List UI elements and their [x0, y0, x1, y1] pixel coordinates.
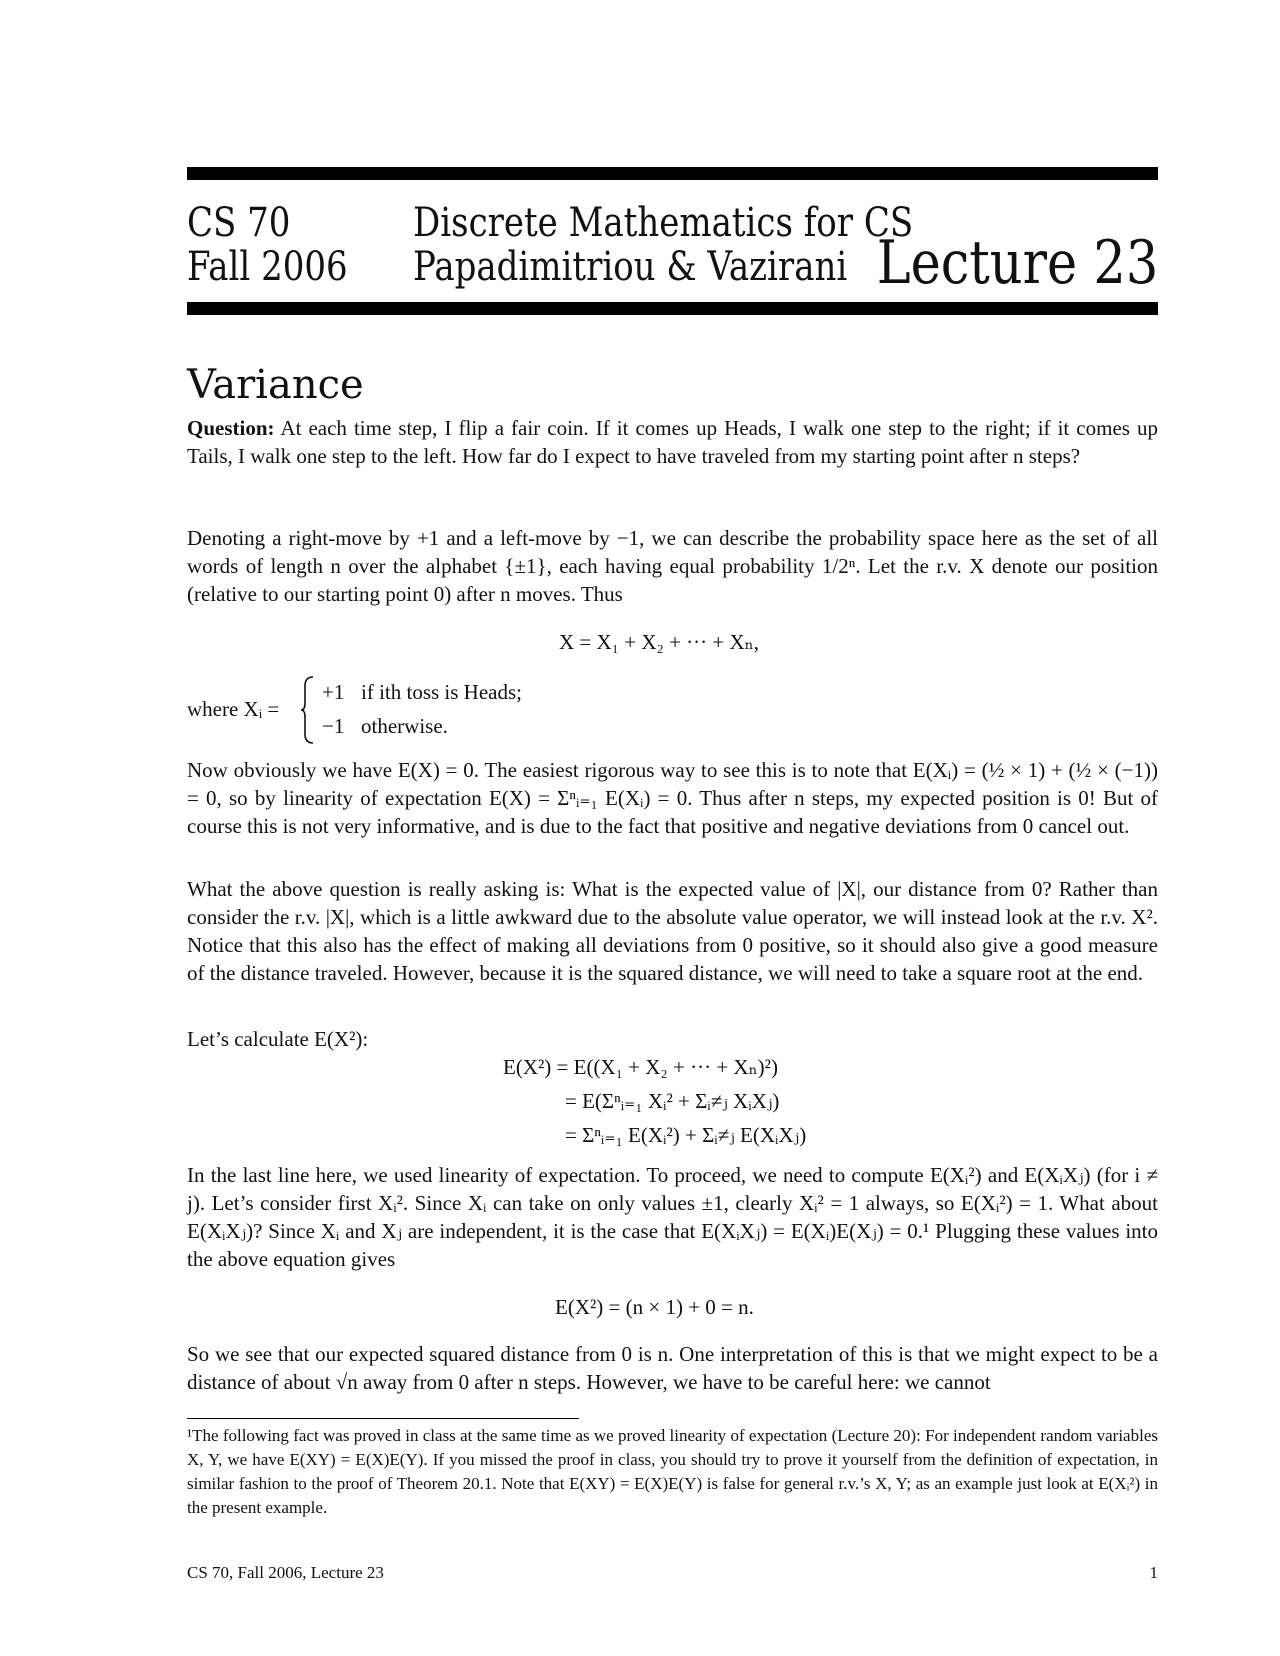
- question-label: Question:: [187, 416, 275, 440]
- footnote-rule: [187, 1418, 579, 1419]
- course-code: CS 70: [187, 200, 291, 246]
- distance-paragraph: What the above question is really asking is: What is the expected value of |X|, our distance from 0? Rather than consider the r.v. |X|, which is a little awkward due to the absolute value operator, we will instead look at the r.v. X². Notice that this also has the effect of making all deviations from 0 positive, so it should also give a good measure of the distance traveled. However, because it is the squared distance, we will need to take a square root at the end.: [187, 877, 1158, 985]
- header-top-rule: [187, 167, 1158, 180]
- course-term: Fall 2006: [187, 244, 348, 290]
- result-equation: E(X²) = (n × 1) + 0 = n.: [555, 1295, 754, 1319]
- header-bottom-rule: [187, 302, 1158, 315]
- case-tails-value: −1: [322, 714, 345, 738]
- cases-brace: [300, 676, 314, 744]
- question-text: At each time step, I flip a fair coin. If it comes up Heads, I walk one step to the right; if it comes up Tails, I walk one step to the left. How far do I expect to have traveled from my starting point after n steps?: [187, 416, 1159, 468]
- question-paragraph: [187, 414, 1158, 470]
- section-title: Variance: [187, 362, 364, 408]
- course-authors: Papadimitriou & Vazirani: [413, 244, 848, 290]
- denoting-paragraph: Denoting a right-move by +1 and a left-move by −1, we can describe the probability space here as the set of all words of length n over the alphabet {±1}, each having equal probability 1/2ⁿ. Let the r.v. X denote our position (relative to our starting point 0) after n moves. Thus: [187, 526, 1158, 606]
- footer-course: CS 70, Fall 2006, Lecture 23: [187, 1563, 384, 1582]
- calculate-line: Let’s calculate E(X²):: [187, 1027, 369, 1051]
- case-heads-condition: if ith toss is Heads;: [361, 680, 522, 704]
- linearity-paragraph: In the last line here, we used linearity of expectation. To proceed, we need to compute E(Xᵢ²) and E(XᵢXⱼ) (for i ≠ j). Let’s consider first Xᵢ². Since Xᵢ can take on only values ±1, clearly Xᵢ² = 1 always, so E(Xᵢ²) = 1. What about E(XᵢXⱼ)? Since Xᵢ and Xⱼ are independent, it is the case that E(XᵢXⱼ) = E(Xᵢ)E(Xⱼ) = 0.¹ Plugging these values into the above equation gives: [187, 1163, 1158, 1271]
- case-tails-condition: otherwise.: [361, 714, 448, 738]
- lecture-number: Lecture 23: [876, 228, 1158, 298]
- equation-line-1: E(X²) = E((X₁ + X₂ + ··· + Xₙ)²): [503, 1055, 778, 1079]
- footnote: ¹The following fact was proved in class at the same time as we proved linearity of expectation (Lecture 20): For independent random variables X, Y, we have E(XY) = E(X)E(Y). If you missed the proof in class, you should try to prove it yourself from the definition of expectation, in similar fashion to the proof of Theorem 20.1. Note that E(XY) = E(X)E(Y) is false for general r.v.’s X, Y; as an example just look at E(Xᵢ²) in the present example.: [187, 1426, 1158, 1517]
- sum-equation: X = X₁ + X₂ + ··· + Xₙ,: [559, 630, 759, 654]
- expectation-paragraph: Now obviously we have E(X) = 0. The easiest rigorous way to see this is to note that E(Xᵢ) = (½ × 1) + (½ × (−1)) = 0, so by linearity of expectation E(X) = Σⁿᵢ₌₁ E(Xᵢ) = 0. Thus after n steps, my expected position is 0! But of course this is not very informative, and is due to the fact that positive and negative deviations from 0 cancel out.: [187, 758, 1158, 838]
- equation-line-2: = E(Σⁿᵢ₌₁ Xᵢ² + Σᵢ≠ⱼ XᵢXⱼ): [565, 1089, 780, 1113]
- conclusion-paragraph: So we see that our expected squared distance from 0 is n. One interpretation of this is that we might expect to be a distance of about √n away from 0 after n steps. However, we have to be careful here: we cannot: [187, 1342, 1158, 1394]
- case-heads-value: +1: [322, 680, 345, 704]
- course-title: Discrete Mathematics for CS: [413, 200, 914, 246]
- where-label: where Xᵢ =: [187, 697, 280, 721]
- page-number: 1: [1149, 1563, 1158, 1582]
- equation-line-3: = Σⁿᵢ₌₁ E(Xᵢ²) + Σᵢ≠ⱼ E(XᵢXⱼ): [565, 1123, 807, 1147]
